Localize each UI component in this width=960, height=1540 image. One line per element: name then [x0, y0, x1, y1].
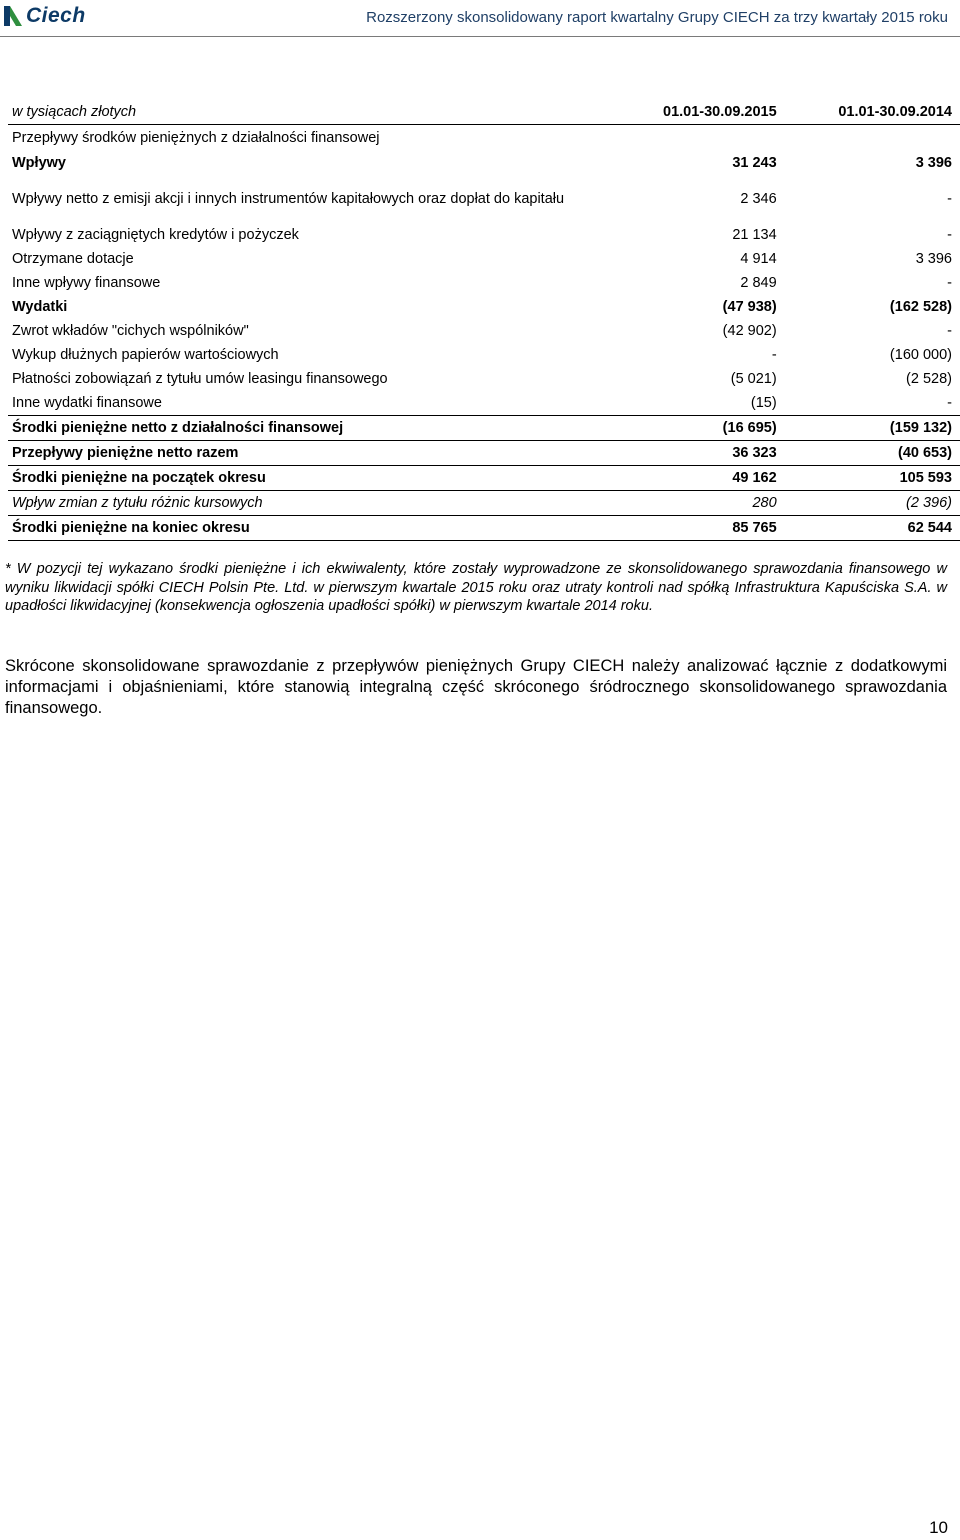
row-value-2015: 85 765 [576, 516, 781, 541]
row-value-2014: - [947, 323, 952, 339]
table-row [8, 516, 960, 541]
row-value-2014: (159 132) [781, 416, 960, 441]
page-number: 10 [929, 1518, 948, 1537]
row-value-2014: (160 000) [889, 347, 952, 363]
summary-paragraph: Skrócone skonsolidowane sprawozdanie z przepływów pieniężnych Grupy CIECH należy analizować łącznie z dodatkowymi informacjami i objaśnieniami, które stanowią integralną część skróconego śródrocznego skonsolidowanego sprawozdania finansowego. [5, 657, 947, 717]
table-row [8, 319, 960, 343]
row-value-2015: (47 938) [722, 299, 777, 315]
row-value-2015: (15) [576, 391, 781, 416]
table-row [8, 223, 960, 247]
table-row [8, 367, 960, 391]
row-label: Wydatki [12, 299, 68, 315]
unit-label: w tysiącach złotych [8, 100, 576, 125]
row-value-2014: - [947, 191, 952, 207]
row-value-2014: (2 396) [781, 491, 960, 516]
row-value-2015: 280 [576, 491, 781, 516]
row-label: Przepływy pieniężne netto razem [8, 441, 576, 466]
row-value-2014: 3 396 [915, 251, 952, 267]
row-value-2015: 2 849 [740, 275, 777, 291]
row-value-2015: - [771, 347, 777, 363]
section-title: Przepływy środków pieniężnych z działalności finansowej [12, 130, 380, 146]
cash-flow-table [8, 100, 960, 541]
row-label: Inne wpływy finansowe [12, 275, 161, 291]
logo-text: Ciech [26, 4, 86, 27]
row-value-2014: 62 544 [781, 516, 960, 541]
row-label: Środki pieniężne na początek okresu [8, 466, 576, 491]
column-header-2014: 01.01-30.09.2014 [781, 100, 960, 125]
table-row [8, 247, 960, 271]
row-value-2014: 105 593 [781, 466, 960, 491]
footnote: * W pozycji tej wykazano środki pieniężne i ich ekwiwalenty, które zostały wyprowadzone ze skonsolidowanego sprawozdania finansowego w wyniku likwidacji spółki CIECH Polsin Pte. Ltd. w pierwszym kwartale 2015 roku oraz utraty kontroli nad spółką Infrastruktura Kapuściska S.A. w upadłości likwidacyjnej (konsekwencja ogłoszenia upadłości spółki) w pierwszym kwartale 2014 roku. [5, 561, 947, 614]
row-label: Wpływy netto z emisji akcji i innych instrumentów kapitałowych oraz dopłat do kapitału [12, 191, 565, 207]
table-row [8, 175, 960, 223]
row-label: Wpływ zmian z tytułu różnic kursowych [8, 491, 576, 516]
table-row [8, 295, 960, 319]
row-label: Wpływy z zaciągniętych kredytów i pożyczek [12, 227, 299, 243]
row-value-2015: (16 695) [576, 416, 781, 441]
row-value-2015: 36 323 [576, 441, 781, 466]
row-value-2015: (42 902) [722, 323, 777, 339]
row-value-2014: (2 528) [906, 371, 952, 387]
row-label: Zwrot wkładów "cichych wspólników" [12, 323, 249, 339]
table-header-row [8, 100, 960, 125]
table-row [8, 343, 960, 367]
row-value-2014: - [947, 227, 952, 243]
page-header [0, 0, 960, 37]
row-value-2014: (162 528) [889, 299, 952, 315]
row-label: Środki pieniężne na koniec okresu [8, 516, 576, 541]
row-value-2014: - [781, 391, 960, 416]
table-row [8, 491, 960, 516]
column-header-2015: 01.01-30.09.2015 [576, 100, 781, 125]
row-value-2014: 3 396 [915, 155, 952, 171]
row-label: Otrzymane dotacje [12, 251, 134, 267]
row-label: Płatności zobowiązań z tytułu umów leasingu finansowego [12, 371, 388, 387]
row-value-2014: (40 653) [781, 441, 960, 466]
table-row [8, 271, 960, 295]
document-title: Rozszerzony skonsolidowany raport kwartalny Grupy CIECH za trzy kwartały 2015 roku [366, 9, 948, 26]
row-value-2015: 21 134 [732, 227, 777, 243]
row-label: Wpływy [12, 155, 66, 171]
table-row [8, 441, 960, 466]
table-row [8, 416, 960, 441]
row-label: Wykup dłużnych papierów wartościowych [12, 347, 279, 363]
table-row [8, 151, 960, 175]
section-title-row [8, 125, 960, 152]
row-value-2015: (5 021) [730, 371, 777, 387]
company-logo [4, 5, 86, 27]
row-label: Inne wydatki finansowe [8, 391, 576, 416]
row-value-2015: 31 243 [732, 155, 777, 171]
row-value-2015: 4 914 [740, 251, 777, 267]
row-label: Środki pieniężne netto z działalności finansowej [8, 416, 576, 441]
table-row [8, 466, 960, 491]
row-value-2015: 2 346 [740, 191, 777, 207]
ciech-logo-icon [4, 6, 22, 26]
table-row [8, 391, 960, 416]
row-value-2014: - [947, 275, 952, 291]
row-value-2015: 49 162 [576, 466, 781, 491]
